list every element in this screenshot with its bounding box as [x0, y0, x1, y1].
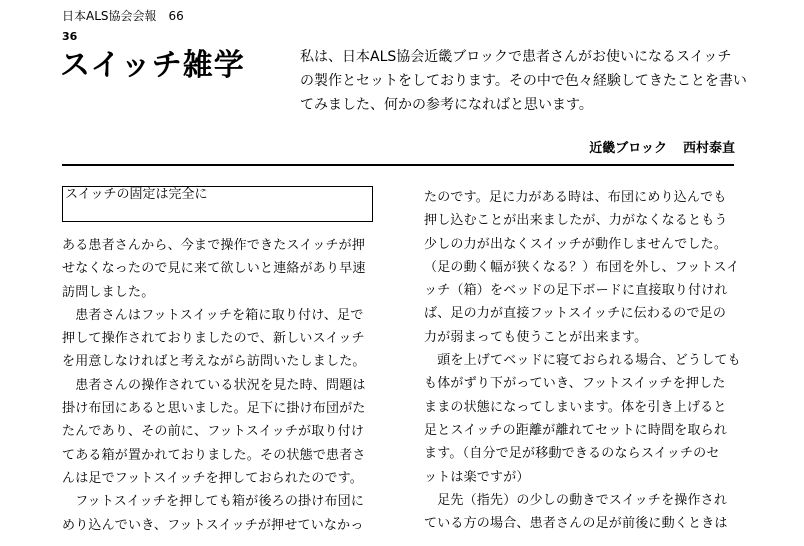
- lead-line: の製作とセットをしております。その中で色々経験してきたことを書い: [300, 73, 747, 89]
- right-text-lines: [424, 186, 744, 535]
- body-text-line: 力が弱まっても使うことが出来ます。: [424, 329, 648, 345]
- author-organization: 近畿ブロック: [589, 141, 667, 156]
- body-text-line: 少しの力が出なくスイッチが動作しませんでした。: [424, 236, 728, 252]
- body-text-line: たのです。足に力がある時は、布団にめり込んでも: [424, 190, 727, 205]
- body-text-line: ある患者さんから、今まで操作できたスイッチが押: [62, 238, 366, 253]
- body-text-line: フットスイッチを押しても箱が後ろの掛け布団に: [62, 494, 365, 510]
- body-text-line: 訪問しました。: [62, 284, 155, 300]
- left-text-lines: [62, 234, 382, 537]
- body-text-line: を用意しなければと考えながら訪問いたしました。: [62, 354, 366, 370]
- body-text-line: てある箱が置かれておりました。その状態で患者さ: [62, 447, 366, 463]
- body-text-line: 患者さんはフットスイッチを箱に取り付け、足で: [62, 307, 364, 323]
- body-text-line: も体がずり下がっていき、フットスイッチを押した: [424, 376, 726, 392]
- body-text-line: たんであり、その前に、フットスイッチが取り付け: [62, 424, 365, 440]
- body-text-line: ままの状態になってしまいます。体を引き上げると: [424, 399, 727, 415]
- body-column-left: [62, 186, 382, 537]
- body-text-line: めり込んでいき、フットスイッチが押せていなかっ: [62, 517, 364, 533]
- body-text-line: 掛け布団にあると思いました。足下に掛け布団がた: [62, 401, 366, 417]
- page-number: 36: [62, 30, 78, 43]
- author-name: 西村泰直: [682, 141, 735, 156]
- body-text-line: 頭を上げてベッドに寝ておられる場合、どうしても: [424, 353, 741, 369]
- author-byline: [589, 140, 735, 158]
- body-text-line: 押し込むことが出来ましたが、力がなくなるともう: [424, 213, 728, 229]
- article-lead: [300, 45, 747, 117]
- body-text-line: んは足でフットスイッチを押しておられたのです。: [62, 470, 364, 486]
- article-title: スイッチ雑学: [60, 48, 245, 83]
- body-text-line: 患者さんの操作されている状況を見た時、問題は: [62, 377, 366, 393]
- body-text-line: ます。（自分で足が移動できるのならスイッチのセ: [424, 446, 720, 462]
- lead-line: 私は、日本ALS協会近畿ブロックで患者さんがお使いになるスイッチ: [300, 49, 732, 65]
- body-text-line: ットは楽ですが）: [424, 469, 530, 485]
- body-column-right: [424, 186, 744, 535]
- body-text-line: 押して操作されておりましたので、新しいスイッチ: [62, 331, 365, 347]
- lead-line: てみました、何かの参考になればと思います。: [300, 97, 593, 113]
- body-text-line: 足先（指先）の少しの動きでスイッチを操作され: [424, 492, 728, 508]
- body-text-line: ている方の場合、患者さんの足が前後に動くときは: [424, 516, 728, 532]
- section-heading-box: スイッチの固定は完全に: [62, 186, 373, 222]
- body-text-line: 足とスイッチの距離が離れてセットに時間を取られ: [424, 422, 728, 438]
- body-text-line: ば、足の力が直接フットスイッチに伝わるので足の: [424, 306, 727, 322]
- journal-header: 日本ALS協会会報 66: [62, 9, 184, 23]
- body-text-line: （足の動く幅が狭くなる？）布団を外し、フットスイ: [424, 259, 740, 275]
- body-text-line: ッチ（箱）をベッドの足下ボードに直接取り付けれ: [424, 283, 728, 299]
- section-divider: [62, 164, 734, 166]
- body-text-line: せなくなったので見に来て欲しいと連絡があり早速: [62, 261, 366, 277]
